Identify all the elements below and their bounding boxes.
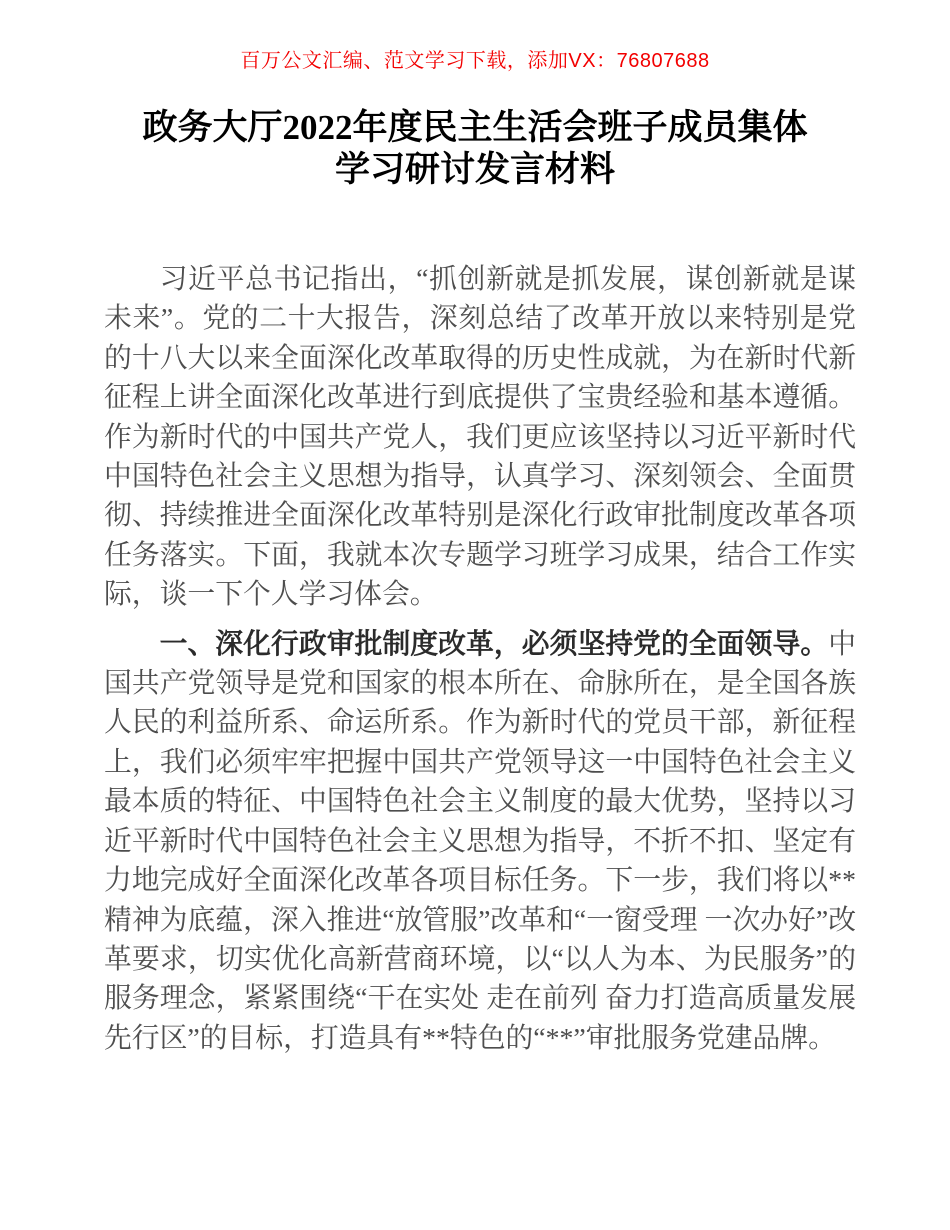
document-title: 政务大厅2022年度民主生活会班子成员集体学习研讨发言材料 [142, 108, 808, 189]
promo-banner [0, 0, 950, 73]
promo-banner-text: 百万公文汇编、范文学习下载，添加VX：76807688 [240, 50, 710, 72]
paragraph-intro: 习近平总书记指出，“抓创新就是抓发展，谋创新就是谋未来”。党的二十大报告，深刻总结了改革开放以来特别是党的十八大以来全面深化改革取得的历史性成就，为在新时代新征程上讲全面深化改革进行到底提供了宝贵经验和基本遵循。作为新时代的中国共产党人，我们更应该坚持以习近平新时代中国特色社会主义思想为指导，认真学习、深刻领会、全面贯彻、持续推进全面深化改革特别是深化行政审批制度改革各项任务落实。下面，我就本次专题学习班学习成果，结合工作实际，谈一下个人学习体会。 [104, 264, 856, 611]
document-body [104, 260, 856, 1058]
section-1-text: 中国共产党领导是党和国家的根本所在、命脉所在，是全国各族人民的利益所系、命运所系。作为新时代的党员干部，新征程上，我们必须牢牢把握中国共产党领导这一中国特色社会主义最本质的特征、中国特色社会主义制度的最大优势，坚持以习近平新时代中国特色社会主义思想为指导，不折不扣、坚定有力地完成好全面深化改革各项目标任务。下一步，我们将以**精神为底蕴，深入推进“放管服”改革和“一窗受理 一次办好”改革要求，切实优化高新营商环境，以“以人为本、为民服务”的服务理念，紧紧围绕“干在实处 走在前列 奋力打造高质量发展先行区”的目标，打造具有**特色的“**”审批服务党建品牌。 [104, 628, 856, 1054]
paragraph-section-1 [104, 625, 856, 1058]
section-1-heading: 一、深化行政审批制度改革，必须坚持党的全面领导。 [159, 628, 829, 660]
